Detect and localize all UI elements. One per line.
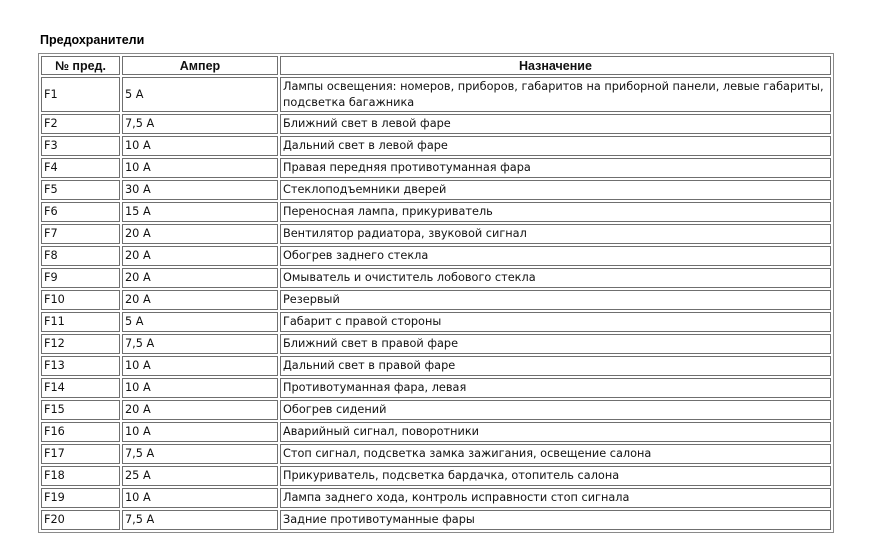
amperage-cell: 20 А (122, 246, 278, 266)
fuse-number-cell: F7 (41, 224, 120, 244)
table-row (41, 466, 831, 486)
purpose-cell: Обогрев сидений (280, 400, 831, 420)
fuse-number-cell: F1 (41, 77, 120, 112)
purpose-cell: Обогрев заднего стекла (280, 246, 831, 266)
fuse-number-cell: F16 (41, 422, 120, 442)
fuse-number-cell: F12 (41, 334, 120, 354)
table-caption: Предохранители (40, 33, 145, 47)
table-row (41, 510, 831, 530)
fuse-number-cell: F6 (41, 202, 120, 222)
purpose-cell: Ближний свет в правой фаре (280, 334, 831, 354)
amperage-cell: 7,5 А (122, 444, 278, 464)
fuse-number-cell: F15 (41, 400, 120, 420)
fuse-number-cell: F10 (41, 290, 120, 310)
amperage-cell: 10 А (122, 356, 278, 376)
purpose-cell: Задние противотуманные фары (280, 510, 831, 530)
amperage-cell: 5 А (122, 77, 278, 112)
amperage-cell: 10 А (122, 136, 278, 156)
purpose-cell: Стеклоподъемники дверей (280, 180, 831, 200)
table-row (41, 488, 831, 508)
table-row (41, 246, 831, 266)
table-row (41, 378, 831, 398)
purpose-cell: Прикуриватель, подсветка бардачка, отопитель салона (280, 466, 831, 486)
table-row (41, 158, 831, 178)
purpose-cell: Противотуманная фара, левая (280, 378, 831, 398)
fuse-table (38, 53, 834, 533)
purpose-cell: Ближний свет в левой фаре (280, 114, 831, 134)
fuse-number-cell: F8 (41, 246, 120, 266)
purpose-cell: Омыватель и очиститель лобового стекла (280, 268, 831, 288)
fuse-number-cell: F5 (41, 180, 120, 200)
purpose-cell: Дальний свет в правой фаре (280, 356, 831, 376)
table-row (41, 136, 831, 156)
amperage-cell: 25 А (122, 466, 278, 486)
fuse-number-cell: F9 (41, 268, 120, 288)
amperage-cell: 10 А (122, 158, 278, 178)
table-row (41, 334, 831, 354)
table-row (41, 400, 831, 420)
purpose-cell: Габарит с правой стороны (280, 312, 831, 332)
fuse-number-cell: F20 (41, 510, 120, 530)
fuse-number-cell: F17 (41, 444, 120, 464)
amperage-cell: 7,5 А (122, 114, 278, 134)
amperage-cell: 10 А (122, 422, 278, 442)
purpose-cell: Резервый (280, 290, 831, 310)
fuse-number-cell: F4 (41, 158, 120, 178)
table-row (41, 312, 831, 332)
purpose-cell: Аварийный сигнал, поворотники (280, 422, 831, 442)
amperage-cell: 7,5 А (122, 510, 278, 530)
table-row (41, 180, 831, 200)
amperage-cell: 10 А (122, 488, 278, 508)
amperage-cell: 10 А (122, 378, 278, 398)
fuse-number-cell: F11 (41, 312, 120, 332)
table-row (41, 202, 831, 222)
table-row (41, 224, 831, 244)
header-purpose: Назначение (280, 56, 831, 75)
purpose-cell: Переносная лампа, прикуриватель (280, 202, 831, 222)
amperage-cell: 7,5 А (122, 334, 278, 354)
purpose-cell: Правая передняя противотуманная фара (280, 158, 831, 178)
amperage-cell: 5 А (122, 312, 278, 332)
table-row (41, 356, 831, 376)
table-row (41, 444, 831, 464)
table-row (41, 268, 831, 288)
header-fuse-number: № пред. (41, 56, 120, 75)
purpose-cell: Лампа заднего хода, контроль исправности стоп сигнала (280, 488, 831, 508)
fuse-number-cell: F13 (41, 356, 120, 376)
fuse-number-cell: F14 (41, 378, 120, 398)
table-row (41, 114, 831, 134)
purpose-cell: Лампы освещения: номеров, приборов, габаритов на приборной панели, левые габариты, подсветка багажника (280, 77, 831, 112)
amperage-cell: 30 А (122, 180, 278, 200)
amperage-cell: 20 А (122, 290, 278, 310)
header-row (41, 56, 831, 75)
amperage-cell: 20 А (122, 400, 278, 420)
table-body (41, 77, 831, 530)
amperage-cell: 20 А (122, 268, 278, 288)
header-amperage: Ампер (122, 56, 278, 75)
table-row (41, 77, 831, 112)
purpose-cell: Дальний свет в левой фаре (280, 136, 831, 156)
amperage-cell: 15 А (122, 202, 278, 222)
table-row (41, 290, 831, 310)
amperage-cell: 20 А (122, 224, 278, 244)
purpose-cell: Вентилятор радиатора, звуковой сигнал (280, 224, 831, 244)
fuse-number-cell: F2 (41, 114, 120, 134)
fuse-number-cell: F18 (41, 466, 120, 486)
table-row (41, 422, 831, 442)
purpose-cell: Стоп сигнал, подсветка замка зажигания, освещение салона (280, 444, 831, 464)
fuse-number-cell: F19 (41, 488, 120, 508)
fuse-number-cell: F3 (41, 136, 120, 156)
